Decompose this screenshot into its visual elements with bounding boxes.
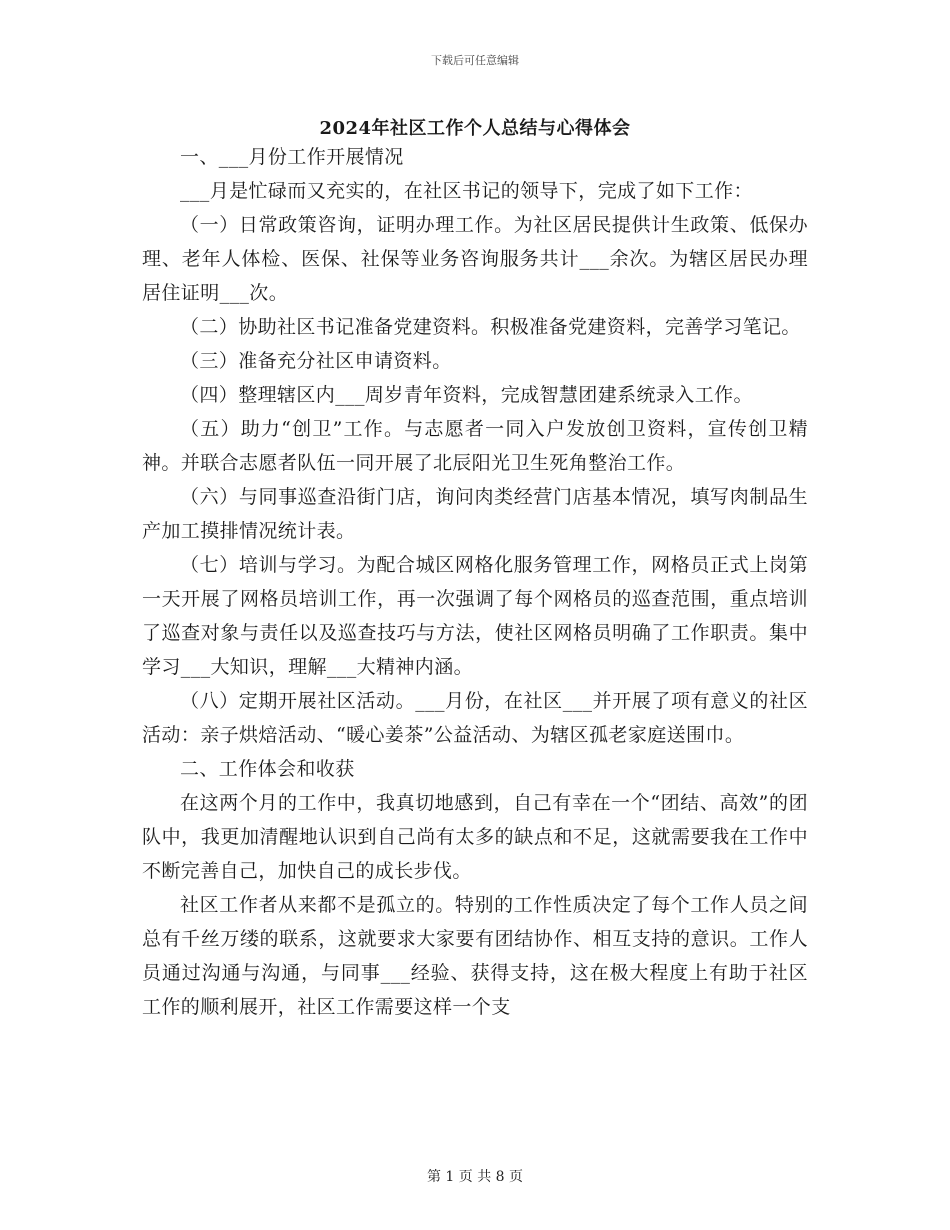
paragraph-item-2: （二）协助社区书记准备党建资料。积极准备党建资料，完善学习笔记。 xyxy=(180,316,801,338)
page-footer: 第 1 页 共 8 页 xyxy=(426,1169,524,1185)
document-body xyxy=(142,140,808,1024)
document-title: 2024年社区工作个人总结与心得体会 xyxy=(319,118,631,139)
paragraph-item-3: （三）准备充分社区申请资料。 xyxy=(180,350,452,372)
paragraph-item-6: （六）与同事巡查沿街门店，询问肉类经营门店基本情况，填写肉制品生产加工摸排情况统计表。 xyxy=(142,486,808,542)
paragraph-item-8: （八）定期开展社区活动。___月份，在社区___并开展了项有意义的社区活动：亲子烘焙活动、“暖心姜茶”公益活动、为辖区孤老家庭送围巾。 xyxy=(142,690,808,746)
page-header: 下载后可任意编辑 xyxy=(431,54,519,67)
paragraph-item-7: （七）培训与学习。为配合城区网格化服务管理工作，网格员正式上岗第一天开展了网格员培训工作，再一次强调了每个网格员的巡查范围，重点培训了巡查对象与责任以及巡查技巧与方法，使社区网格员明确了工作职责。集中学习___大知识，理解___大精神内涵。 xyxy=(142,554,808,678)
paragraph-reflection-1: 在这两个月的工作中，我真切地感到，自己有幸在一个“团结、高效”的团队中，我更加清醒地认识到自己尚有太多的缺点和不足，这就需要我在工作中不断完善自己，加快自己的成长步伐。 xyxy=(142,792,808,882)
paragraph-reflection-2: 社区工作者从来都不是孤立的。特别的工作性质决定了每个工作人员之间总有千丝万缕的联系，这就要求大家要有团结协作、相互支持的意识。工作人员通过沟通与沟通，与同事___经验、获得支持，这在极大程度上有助于社区工作的顺利展开，社区工作需要这样一个支 xyxy=(142,894,808,1018)
paragraph-item-1: （一）日常政策咨询，证明办理工作。为社区居民提供计生政策、低保办理、老年人体检、医保、社保等业务咨询服务共计___余次。为辖区居民办理居住证明___次。 xyxy=(142,214,808,304)
paragraph-item-5: （五）助力“创卫”工作。与志愿者一同入户发放创卫资料，宣传创卫精神。并联合志愿者队伍一同开展了北辰阳光卫生死角整治工作。 xyxy=(142,418,808,474)
section-heading-2: 二、工作体会和收获 xyxy=(180,758,355,780)
paragraph-item-4: （四）整理辖区内___周岁青年资料，完成智慧团建系统录入工作。 xyxy=(180,384,753,406)
section-heading-1: 一、___月份工作开展情况 xyxy=(180,146,404,168)
paragraph-intro: ___月是忙碌而又充实的，在社区书记的领导下，完成了如下工作： xyxy=(180,180,753,202)
